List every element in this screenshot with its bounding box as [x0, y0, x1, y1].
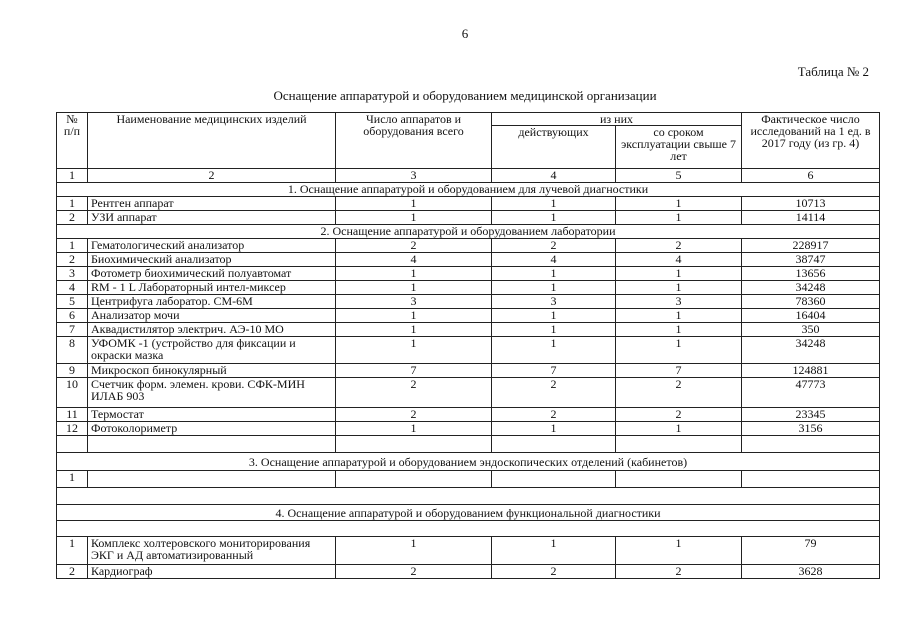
column-numbers-row: [57, 169, 880, 183]
row-total: 1: [336, 267, 492, 281]
row-working: 2: [492, 408, 616, 422]
table-row: [57, 471, 880, 488]
row-num: 7: [57, 323, 88, 337]
section-title: 1. Оснащение аппаратурой и оборудованием для лучевой диагностики: [57, 183, 880, 197]
row-studies: 350: [742, 323, 880, 337]
row-studies: 47773: [742, 378, 880, 408]
row-num: 4: [57, 281, 88, 295]
row-studies: 3156: [742, 422, 880, 436]
row-total: 1: [336, 211, 492, 225]
row-working: 1: [492, 267, 616, 281]
row-studies: 10713: [742, 197, 880, 211]
header-row: [57, 113, 880, 126]
col-number: 4: [492, 169, 616, 183]
row-studies: 23345: [742, 408, 880, 422]
col-number: 3: [336, 169, 492, 183]
row-name: Аквадистилятор электрич. АЭ-10 МО: [88, 323, 336, 337]
row-num: 10: [57, 378, 88, 408]
row-total: 1: [336, 422, 492, 436]
row-total: 2: [336, 239, 492, 253]
row-old: 1: [616, 323, 742, 337]
row-name: Биохимический анализатор: [88, 253, 336, 267]
section-title: 4. Оснащение аппаратурой и оборудованием функциональной диагностики: [57, 505, 880, 521]
col-number: 6: [742, 169, 880, 183]
row-studies: 124881: [742, 364, 880, 378]
row-old: 1: [616, 422, 742, 436]
row-studies: 78360: [742, 295, 880, 309]
col-number: 1: [57, 169, 88, 183]
row-name: Центрифуга лаборатор. СМ-6М: [88, 295, 336, 309]
row-working: 3: [492, 295, 616, 309]
row-total: 1: [336, 323, 492, 337]
row-num: 3: [57, 267, 88, 281]
row-old: 2: [616, 239, 742, 253]
row-old: 1: [616, 211, 742, 225]
row-old: 4: [616, 253, 742, 267]
section-title: 3. Оснащение аппаратурой и оборудованием эндоскопических отделений (кабинетов): [57, 453, 880, 471]
row-total: 4: [336, 253, 492, 267]
table-row: [57, 408, 880, 422]
row-old: 7: [616, 364, 742, 378]
row-working: 1: [492, 197, 616, 211]
row-total: 2: [336, 565, 492, 579]
table-row: [57, 197, 880, 211]
table-row: [57, 364, 880, 378]
row-name: Термостат: [88, 408, 336, 422]
row-studies: 79: [742, 537, 880, 565]
table-row: [57, 323, 880, 337]
section-row: [57, 505, 880, 521]
row-total: 2: [336, 408, 492, 422]
row-name: УФОМК -1 (устройство для фиксации и окраски мазка: [88, 337, 336, 364]
header-studies: Фактическое число исследований на 1 ед. в 2017 году (из гр. 4): [742, 113, 880, 169]
row-name: УЗИ аппарат: [88, 211, 336, 225]
row-working: 1: [492, 537, 616, 565]
row-num: 8: [57, 337, 88, 364]
row-working: 4: [492, 253, 616, 267]
row-working: 1: [492, 422, 616, 436]
row-studies: 34248: [742, 337, 880, 364]
header-old: со сроком эксплуатации свыше 7 лет: [616, 126, 742, 169]
header-num: № п/п: [57, 113, 88, 169]
row-old: 1: [616, 309, 742, 323]
row-total: 1: [336, 537, 492, 565]
empty-row: [57, 488, 880, 505]
row-old: 1: [616, 537, 742, 565]
table-row: [57, 281, 880, 295]
row-working: 2: [492, 239, 616, 253]
row-total: 3: [336, 295, 492, 309]
row-name: Гематологический анализатор: [88, 239, 336, 253]
row-num: 1: [57, 197, 88, 211]
row-old: 1: [616, 197, 742, 211]
section-row: [57, 183, 880, 197]
empty-row: [57, 436, 880, 453]
row-studies: 14114: [742, 211, 880, 225]
table-number: Таблица № 2: [797, 64, 869, 79]
row-num: 9: [57, 364, 88, 378]
table-row: [57, 211, 880, 225]
row-studies: 3628: [742, 565, 880, 579]
row-old: 2: [616, 378, 742, 408]
row-num: 11: [57, 408, 88, 422]
row-num: 2: [57, 253, 88, 267]
row-studies: 13656: [742, 267, 880, 281]
table-row: [57, 295, 880, 309]
row-name: Фотометр биохимический полуавтомат: [88, 267, 336, 281]
col-number: 2: [88, 169, 336, 183]
row-old: 2: [616, 408, 742, 422]
table-row: [57, 422, 880, 436]
empty-row: [57, 521, 880, 537]
header-name: Наименование медицинских изделий: [88, 113, 336, 169]
col-number: 5: [616, 169, 742, 183]
row-name: Микроскоп бинокулярный: [88, 364, 336, 378]
row-old: 3: [616, 295, 742, 309]
table-row: [57, 253, 880, 267]
table-title: Оснащение аппаратурой и оборудованием медицинской организации: [273, 88, 657, 103]
row-working: 1: [492, 323, 616, 337]
row-total: 1: [336, 281, 492, 295]
row-old: 2: [616, 565, 742, 579]
row-num: 5: [57, 295, 88, 309]
row-num: 6: [57, 309, 88, 323]
header-working: действующих: [492, 126, 616, 169]
row-total: 7: [336, 364, 492, 378]
row-name: Рентген аппарат: [88, 197, 336, 211]
row-working: 2: [492, 378, 616, 408]
row-studies: 34248: [742, 281, 880, 295]
row-num: 2: [57, 565, 88, 579]
row-working: 2: [492, 565, 616, 579]
row-old: 1: [616, 281, 742, 295]
row-name: Счетчик форм. элемен. крови. СФК-МИН ИЛАБ 903: [88, 378, 336, 408]
row-total: 1: [336, 337, 492, 364]
row-num: 12: [57, 422, 88, 436]
row-num: 1: [57, 239, 88, 253]
row-working: 7: [492, 364, 616, 378]
table-row: [57, 267, 880, 281]
row-total: 2: [336, 378, 492, 408]
row-num: 2: [57, 211, 88, 225]
table-row: [57, 565, 880, 579]
row-name: Анализатор мочи: [88, 309, 336, 323]
section-title: 2. Оснащение аппаратурой и оборудованием лаборатории: [57, 225, 880, 239]
row-working: 1: [492, 337, 616, 364]
header-of-them: из них: [492, 113, 742, 126]
row-name: Кардиограф: [88, 565, 336, 579]
row-num: 1: [57, 537, 88, 565]
table-row: [57, 337, 880, 364]
page-number: 6: [461, 26, 469, 41]
section-row: [57, 453, 880, 471]
header-total: Число аппаратов и оборудования всего: [336, 113, 492, 169]
row-studies: 228917: [742, 239, 880, 253]
row-total: 1: [336, 309, 492, 323]
row-name: Комплекс холтеровского мониторирования ЭКГ и АД автоматизированный: [88, 537, 336, 565]
table-row: [57, 239, 880, 253]
table-row: [57, 378, 880, 408]
row-total: 1: [336, 197, 492, 211]
section-row: [57, 225, 880, 239]
row-num: 1: [57, 471, 88, 488]
row-working: 1: [492, 309, 616, 323]
row-working: 1: [492, 211, 616, 225]
row-studies: 16404: [742, 309, 880, 323]
table-row: [57, 309, 880, 323]
row-studies: 38747: [742, 253, 880, 267]
row-old: 1: [616, 337, 742, 364]
row-name: Фотоколориметр: [88, 422, 336, 436]
table-row: [57, 537, 880, 565]
row-old: 1: [616, 267, 742, 281]
row-name: RM - 1 L Лабораторный интел-миксер: [88, 281, 336, 295]
equipment-table: [56, 112, 880, 579]
row-working: 1: [492, 281, 616, 295]
